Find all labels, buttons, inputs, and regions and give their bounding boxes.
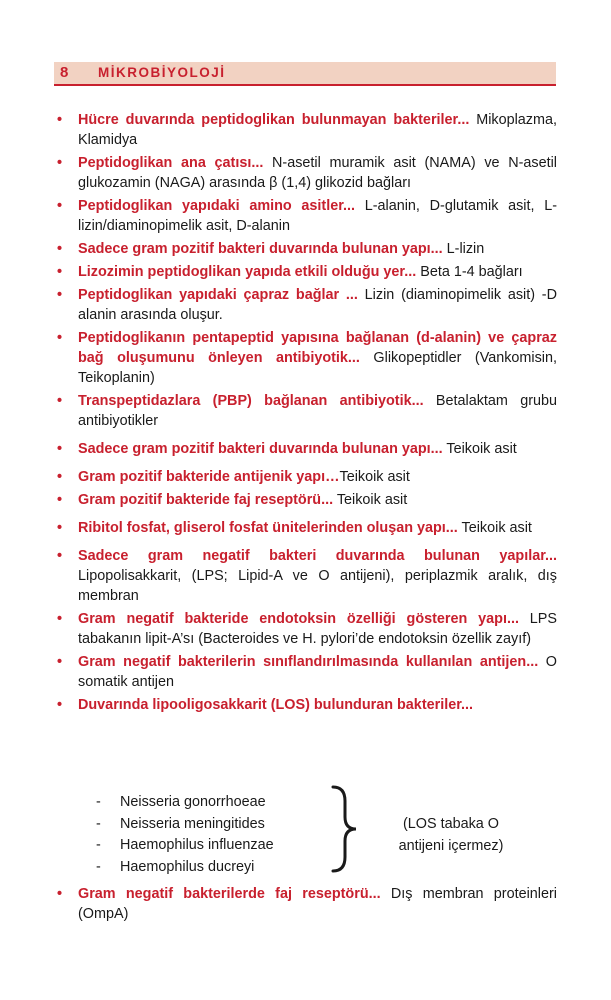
- species-item: - Neisseria gonorrhoeae: [96, 794, 266, 810]
- list-item: [55, 262, 557, 282]
- list-item: [55, 153, 557, 193]
- list-item: [55, 328, 557, 388]
- item-question: Peptidoglikanın pentapeptid yapısına bağlanan (d-alanin) ve çapraz bağ oluşumunu önleyen antibiyotik...: [78, 330, 557, 366]
- list-item: [55, 196, 557, 236]
- species-name: Haemophilus ducreyi: [120, 859, 255, 876]
- item-answer: LPS tabakanın lipit-A’sı (Bacteroides ve H. pylori’de endotoksin özellik zayıf): [78, 611, 558, 647]
- item-answer: N-asetil muramik asit (NAMA) ve N-asetil glukozamin (NAGA) arasında β (1,4) glikozid bağları: [78, 155, 558, 191]
- fact-list-continued: [55, 884, 557, 927]
- list-item: [55, 609, 557, 649]
- list-item: [55, 239, 557, 259]
- item-question: Transpeptidazlara (PBP) bağlanan antibiyotik...: [78, 393, 424, 409]
- item-answer: Lizin (diaminopimelik asit) -D alanin arasında oluşur.: [78, 287, 557, 323]
- item-answer: Lipopolisakkarit, (LPS; Lipid-A ve O antijeni), periplazmik aralık, dış membran: [78, 568, 557, 604]
- item-answer: Teikoik asit: [457, 520, 532, 536]
- species-name: Neisseria gonorrhoeae: [120, 794, 266, 810]
- item-answer: L-lizin: [442, 241, 485, 257]
- item-answer: Teikoik asit: [339, 469, 410, 485]
- item-question: Gram pozitif bakteride faj reseptörü...: [78, 492, 334, 508]
- item-question: Gram negatif bakteride endotoksin özelliği gösteren yapı...: [78, 611, 519, 627]
- species-item: - Neisseria meningitides: [96, 815, 265, 832]
- item-answer: Glikopeptidler (Vankomisin, Teikoplanin): [78, 350, 558, 386]
- species-item: - Haemophilus ducreyi: [96, 859, 255, 876]
- item-question: Peptidoglikan ana çatısı...: [78, 155, 264, 171]
- item-question: Gram negatif bakterilerde faj reseptörü...: [78, 886, 381, 902]
- list-item: [55, 391, 557, 431]
- item-question: Gram pozitif bakteride antijenik yapı…: [78, 469, 340, 485]
- list-item: [55, 546, 557, 606]
- item-question: Ribitol fosfat, gliserol fosfat ünitelerinden oluşan yapı...: [78, 520, 458, 536]
- chapter-title: MİKROBİYOLOJİ: [98, 65, 226, 80]
- list-item: [55, 490, 557, 510]
- list-item: [55, 518, 557, 538]
- item-question: Gram negatif bakterilerin sınıflandırılmasında kullanılan antijen...: [78, 654, 539, 670]
- item-answer: Teikoik asit: [333, 492, 408, 508]
- list-item: [55, 467, 557, 487]
- item-answer: Betalaktam grubu antibiyotikler: [78, 393, 558, 429]
- item-answer: Dış membran proteinleri (OmpA): [78, 886, 557, 922]
- curly-brace-icon: [327, 783, 361, 875]
- item-question: Sadece gram negatif bakteri duvarında bulunan yapılar...: [78, 548, 557, 564]
- list-item: [55, 110, 557, 150]
- species-name: Neisseria meningitides: [120, 815, 265, 832]
- list-item: [55, 285, 557, 325]
- item-answer: Teikoik asit: [442, 441, 517, 457]
- item-question: Sadece gram pozitif bakteri duvarında bulunan yapı...: [78, 241, 443, 257]
- list-item: [55, 652, 557, 692]
- item-answer: Beta 1-4 bağları: [416, 264, 523, 280]
- item-question: Lizozimin peptidoglikan yapıda etkili olduğu yer...: [78, 264, 417, 280]
- fact-list: [55, 110, 557, 718]
- species-name: Haemophilus influenzae: [120, 837, 274, 854]
- page-header: [54, 62, 556, 86]
- item-question: Sadece gram pozitif bakteri duvarında bulunan yapı...: [78, 441, 443, 457]
- item-answer: Mikoplazma, Klamidya: [78, 112, 557, 148]
- los-species-list: [96, 792, 274, 879]
- item-question: Hücre duvarında peptidoglikan bulunmayan bakteriler...: [78, 112, 470, 128]
- item-answer: L-alanin, D-glutamik asit, L-lizin/diaminopimelik asit, D-alanin: [78, 198, 557, 234]
- item-answer: O somatik antijen: [78, 654, 557, 690]
- page-number: 8: [60, 64, 69, 81]
- item-question: Duvarında lipooligosakkarit (LOS) bulunduran bakteriler...: [78, 697, 474, 713]
- item-question: Peptidoglikan yapıdaki çapraz bağlar ...: [78, 287, 358, 303]
- species-item: - Haemophilus influenzae: [96, 837, 274, 854]
- list-item: [55, 695, 557, 715]
- item-question: Peptidoglikan yapıdaki amino asitler...: [78, 198, 356, 214]
- list-item: [55, 884, 557, 924]
- list-item: [55, 439, 557, 459]
- los-note: (LOS tabaka O antijeni içermez): [398, 816, 504, 854]
